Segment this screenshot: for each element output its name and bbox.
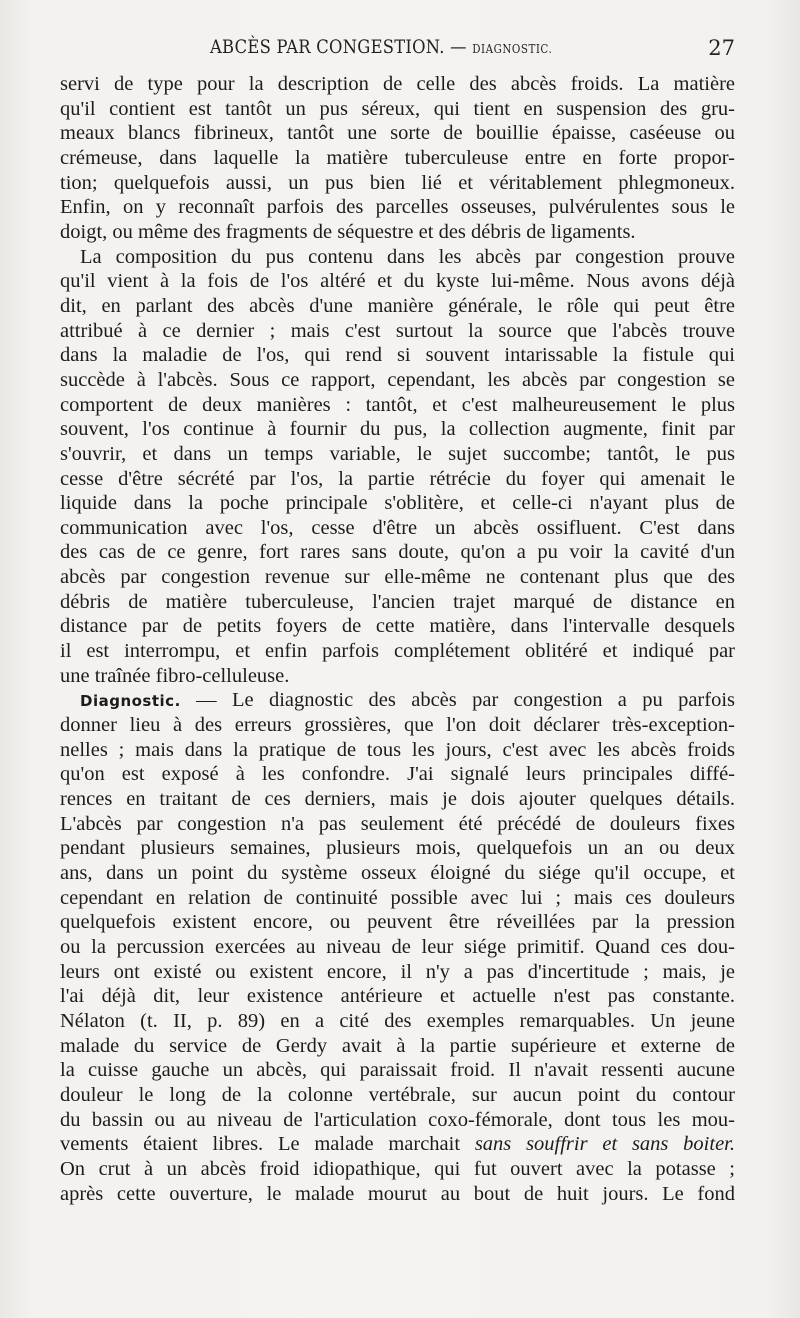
text-line: dit, en parlant des abcès d'une manière générale, le rôle qui peut être (60, 294, 735, 317)
text-line: distance par de petits foyers de cette matière, dans l'intervalle desquels (60, 615, 735, 638)
text-line: qu'il contient est tantôt un pus séreux, qui tient en suspension des gru- (60, 97, 735, 120)
text-line: meaux blancs fibrineux, tantôt une sorte de bouillie épaisse, caséeuse ou (60, 122, 735, 145)
text-line-italic (60, 1132, 735, 1157)
text-line: dans la maladie de l'os, qui rend si souvent intarissable la fistule qui (60, 344, 735, 367)
text-line: doigt, ou même des fragments de séquestre et des débris de ligaments. (60, 220, 636, 243)
text-line: nelles ; mais dans la pratique de tous les jours, c'est avec les abcès froids (60, 738, 735, 761)
text-line: quelquefois existent encore, ou peuvent être réveillées par la pression (60, 911, 735, 934)
text-line: servi de type pour la description de celle des abcès froids. La matière (60, 73, 735, 95)
italic-phrase: sans souffrir et sans boiter. (474, 1133, 735, 1156)
section-heading-diagnostic: Diagnostic. (80, 692, 181, 711)
running-title (210, 36, 552, 58)
text-line: Nélaton (t. II, p. 89) en a cité des exemples remarquables. Un jeune (60, 1009, 735, 1032)
text-line: s'ouvrir, et dans un temps variable, le sujet succombe; tantôt, le pus (60, 442, 735, 465)
text-line: communication avec l'os, cesse d'être un abcès ossifluent. C'est dans (60, 516, 735, 539)
text-line: malade du service de Gerdy avait à la partie supérieure et externe de (60, 1034, 735, 1057)
running-title-main: ABCÈS PAR CONGESTION. — (210, 36, 467, 58)
text-line: tion; quelquefois aussi, un pus bien lié et véritablement phlegmoneux. (60, 171, 735, 194)
text-line: il est interrompu, et enfin parfois complétement oblitéré et indiqué par (60, 640, 735, 663)
page-number: 27 (708, 36, 735, 60)
text-line: cependant en relation de continuité possible avec lui ; mais ces douleurs (60, 886, 735, 909)
text-line: Enfin, on y reconnaît parfois des parcelles osseuses, pulvérulentes sous le (60, 196, 735, 219)
text-line: une traînée fibro-celluleuse. (60, 664, 290, 687)
text-line: crémeuse, dans laquelle la matière tuberculeuse entre en forte propor- (60, 146, 735, 169)
text-line: après cette ouverture, le malade mourut au bout de huit jours. Le fond (60, 1182, 735, 1205)
text-line: succède à l'abcès. Sous ce rapport, cependant, les abcès par congestion se (60, 368, 735, 391)
text-line: On crut à un abcès froid idiopathique, qui fut ouvert avec la potasse ; (60, 1157, 735, 1180)
text-line: souvent, l'os continue à fournir du pus, la collection augmente, finit par (60, 418, 735, 441)
running-head (60, 36, 735, 66)
text-line: l'ai déjà dit, leur existence antérieure et actuelle n'est pas constante. (60, 985, 735, 1008)
text-line: débris de matière tuberculeuse, l'ancien trajet marqué de distance en (60, 590, 735, 613)
text-line: des cas de ce genre, fort rares sans doute, qu'on a pu voir la cavité d'un (60, 541, 735, 564)
text-line: abcès par congestion revenue sur elle-même ne contenant plus que des (60, 566, 735, 589)
text-line: La composition du pus contenu dans les abcès par congestion prouve (80, 245, 735, 268)
text-line-content: vements étaient libres. Le malade marchait (60, 1133, 461, 1156)
text-line: donner lieu à des erreurs grossières, que l'on doit déclarer très-exception- (60, 714, 735, 737)
text-line: cesse d'être sécrété par l'os, la partie rétrécie du foyer qui amenait le (60, 467, 735, 490)
text-line: du bassin ou au niveau de l'articulation coxo-fémorale, dont tous les mou- (60, 1108, 735, 1131)
text-line: leurs ont existé ou existent encore, il n'y a pas d'incertitude ; mais, je (60, 960, 735, 983)
text-line: qu'on est exposé à les confondre. J'ai signalé leurs principales diffé- (60, 763, 735, 786)
text-line: comportent de deux manières : tantôt, et c'est malheureusement le plus (60, 393, 735, 416)
text-line: la cuisse gauche un abcès, qui paraissait froid. Il n'avait ressenti aucune (60, 1059, 735, 1082)
text-line: attribué à ce dernier ; mais c'est surtout la source que l'abcès trouve (60, 319, 735, 342)
text-line: pendant plusieurs semaines, plusieurs mois, quelquefois un an ou deux (60, 837, 735, 860)
text-line-content: — Le diagnostic des abcès par congestion a pu parfois (196, 689, 735, 712)
text-line: qu'il vient à la fois de l'os altéré et du kyste lui-même. Nous avons déjà (60, 270, 735, 293)
text-line: L'abcès par congestion n'a pas seulement été précédé de douleurs fixes (60, 812, 735, 835)
text-line: douleur le long de la colonne vertébrale, sur aucun point du contour (60, 1083, 735, 1106)
text-line: ou la percussion exercées au niveau de leur siége primitif. Quand ces dou- (60, 935, 735, 958)
body-text (60, 72, 735, 1206)
running-title-section: DIAGNOSTIC. (472, 42, 553, 56)
text-line: rences en traitant de ces derniers, mais je dois ajouter quelques détails. (60, 788, 735, 811)
text-line: liquide dans la poche principale s'oblitère, et celle-ci n'ayant plus de (60, 492, 735, 515)
text-line: ans, dans un point du système osseux éloigné du siége qu'il occupe, et (60, 862, 735, 884)
text-line-diagnostic (60, 688, 735, 713)
